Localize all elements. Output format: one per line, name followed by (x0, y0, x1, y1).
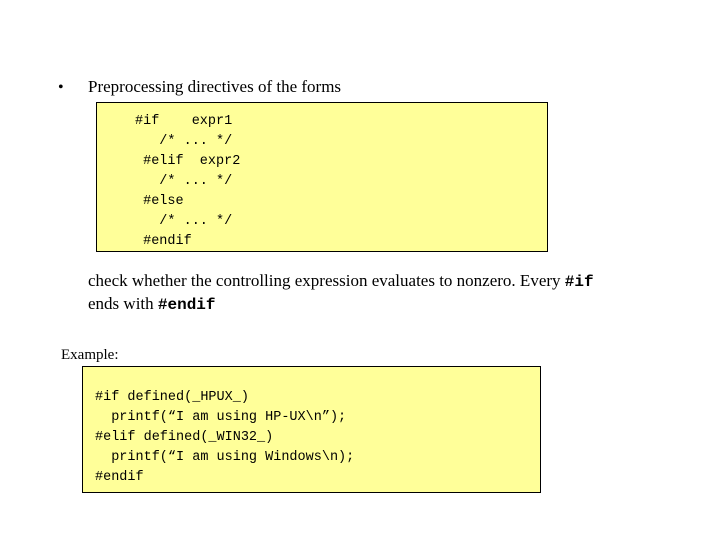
code-line: #endif (135, 234, 192, 249)
code-line: #endif (95, 470, 144, 485)
code-line: #if defined(_HPUX_) (95, 390, 249, 405)
example-label: Example: (61, 347, 119, 363)
code-line: /* ... */ (135, 214, 233, 229)
bullet-heading: Preprocessing directives of the forms (88, 77, 342, 96)
description-paragraph (88, 270, 688, 316)
code-line: printf(“I am using HP-UX\n”); (95, 410, 347, 425)
code-line: #if expr1 (135, 114, 233, 129)
code-line: printf(“I am using Windows\n); (95, 450, 355, 465)
inline-code-if: #if (564, 273, 594, 291)
code-line: #elif expr2 (135, 154, 241, 169)
code-line: /* ... */ (135, 174, 233, 189)
directive-code-box (96, 102, 548, 252)
paragraph-text: check whether the controlling expression evaluates to nonzero. Every (88, 271, 565, 290)
paragraph-text: ends with (88, 294, 158, 313)
code-line: #else (135, 194, 184, 209)
example-code-box (82, 366, 541, 493)
bullet-marker: • (58, 79, 64, 96)
paragraph-line-2 (88, 293, 688, 316)
code-line: #elif defined(_WIN32_) (95, 430, 274, 445)
paragraph-line-1 (88, 270, 688, 293)
inline-code-endif: #endif (157, 296, 216, 314)
code-line: /* ... */ (135, 134, 233, 149)
